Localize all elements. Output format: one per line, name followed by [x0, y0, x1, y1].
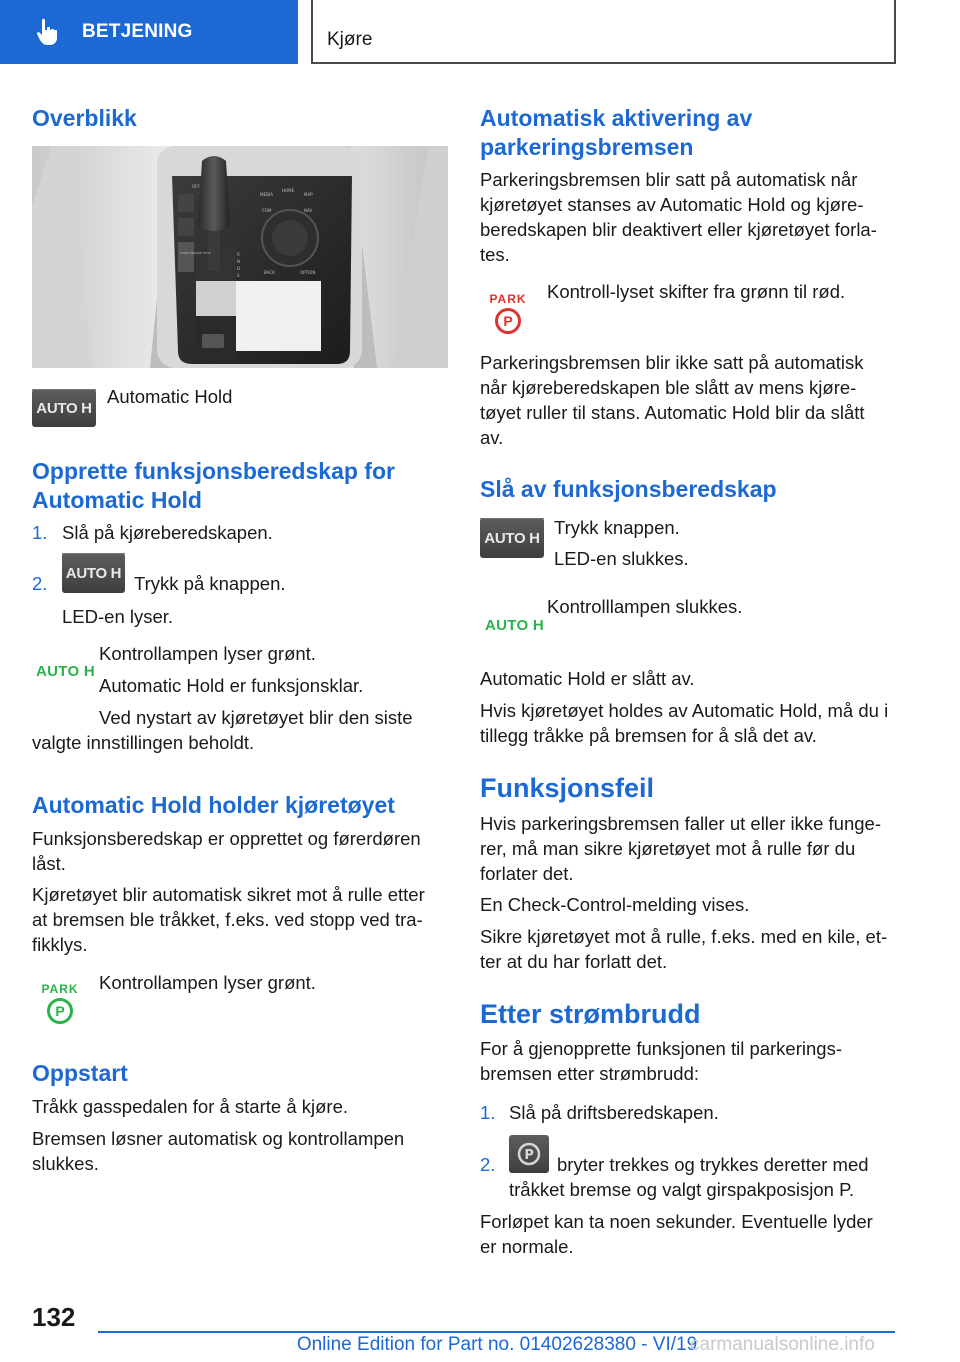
edition-text: Online Edition for Part no. 01402628380 - VI/19	[296, 1334, 698, 1355]
section-tab	[0, 0, 298, 64]
photo-button-home: HOME	[282, 188, 295, 193]
console-photo	[32, 146, 448, 368]
paragraph: Forløpet kan ta noen sekunder. Eventuelle lyder er normale.	[480, 1211, 873, 1257]
auto-h-button-icon: AUTO H	[480, 518, 544, 558]
photo-gear-n: N	[237, 259, 240, 264]
paragraph: Parkeringsbremsen blir satt på automatisk når kjøretøyet stanses av Automatic Hold og kjøre-beredskapen blir deaktivert eller kjøretøyet forla-tes.	[480, 169, 877, 265]
step-text: bryter trekkes og trykkes deretter med tråkket bremse og valgt girspakposisjon P.	[509, 1154, 869, 1200]
step-text: Trykk knappen.	[554, 517, 680, 538]
photo-button-back: BACK	[264, 270, 275, 275]
photo-button-off: OFF	[192, 184, 200, 189]
photo-button-nav: NAV	[304, 208, 313, 213]
auto-h-button-icon: AUTO H	[62, 553, 125, 593]
lamp-text: Ved nystart av kjøretøyet blir den siste	[99, 707, 413, 728]
led-status: LED-en lyser.	[62, 606, 174, 627]
paragraph: Sikre kjøretøyet mot å rulle, f.eks. med en kile, et-ter at du har forlatt det.	[480, 926, 888, 972]
hand-pointer-icon	[36, 18, 62, 46]
step-number: 2.	[32, 573, 48, 594]
auto-h-indicator-icon: AUTO H	[36, 663, 96, 680]
paragraph: Parkeringsbremsen blir ikke satt på automatisk når kjøreberedskapen ble slått av mens kjøre-tøyet ruller til stans. Automatic Hold blir da slått av.	[480, 352, 865, 448]
step-text: Trykk på knappen.	[134, 573, 286, 594]
overview-heading: Overblikk	[32, 105, 137, 131]
paragraph: Hvis kjøretøyet holdes av Automatic Hold, må du i tillegg tråkke på bremsen for å slå det av.	[480, 700, 889, 746]
paragraph: Funksjonsberedskap er opprettet og førerdøren låst.	[32, 828, 421, 874]
paragraph: Automatic Hold er slått av.	[480, 668, 695, 689]
led-status: LED-en slukkes.	[554, 548, 689, 569]
lamp-text: Automatic Hold er funksjonsklar.	[99, 675, 364, 696]
section-heading-enable: Opprette funksjonsberedskap for Automatic Hold	[32, 458, 395, 513]
paragraph: For å gjenopprette funksjonen til parkerings-bremsen etter strømbrudd:	[480, 1038, 842, 1084]
photo-button-com: COM	[262, 208, 272, 213]
photo-button-start-stop: START ENGINE STOP	[180, 251, 211, 255]
section-heading-startup: Oppstart	[32, 1060, 128, 1086]
section-heading-holds: Automatic Hold holder kjøretøyet	[32, 792, 395, 818]
lamp-text: Kontrollampen lyser grønt.	[99, 972, 316, 993]
photo-gear-s: S	[237, 273, 240, 278]
section-heading-auto-park: Automatisk aktivering av parkeringsbremsen	[480, 105, 753, 160]
chapter-label: Kjøre	[327, 29, 373, 50]
photo-gear-d: D	[237, 266, 241, 271]
section-label: BETJENING	[82, 21, 193, 42]
paragraph: Hvis parkeringsbremsen faller ut eller ikke funge-rer, må man sikre kjøretøyet mot å rulle før du forlater det.	[480, 813, 882, 884]
park-green-icon: PARK P	[38, 983, 82, 1024]
photo-button-option: OPTION	[300, 270, 316, 275]
paragraph: En Check-Control-melding vises.	[480, 894, 750, 915]
section-heading-power-failure: Etter strømbrudd	[480, 999, 701, 1029]
step-number: 1.	[32, 522, 48, 543]
step-text: Slå på driftsberedskapen.	[509, 1102, 719, 1123]
paragraph: Bremsen løsner automatisk og kontrollampen slukkes.	[32, 1128, 405, 1174]
photo-gear-r: R	[237, 252, 240, 257]
lamp-text: Kontrolllampen slukkes.	[547, 596, 743, 617]
footer-rule	[98, 1331, 895, 1333]
photo-button-map: MAP	[304, 192, 313, 197]
autohold-label: Automatic Hold	[107, 386, 233, 407]
lamp-text: Kontrollampen lyser grønt.	[99, 643, 316, 664]
step-number: 2.	[480, 1154, 496, 1175]
lamp-text: Kontroll-lyset skifter fra grønn til rød.	[547, 281, 846, 302]
section-heading-disable: Slå av funksjonsberedskap	[480, 476, 777, 502]
photo-button-media: MEDIA	[260, 192, 273, 197]
svg-text:P: P	[524, 1148, 534, 1163]
section-heading-malfunction: Funksjonsfeil	[480, 773, 655, 803]
paragraph: Tråkk gasspedalen for å starte å kjøre.	[32, 1096, 349, 1117]
step-text: Slå på kjøreberedskapen.	[62, 522, 273, 543]
lamp-text: valgte innstillingen beholdt.	[32, 732, 255, 753]
auto-h-button-icon: AUTO H	[32, 389, 96, 427]
chapter-box	[311, 0, 896, 64]
park-red-icon: PARK P	[486, 293, 530, 334]
paragraph: Kjøretøyet blir automatisk sikret mot å rulle etter at bremsen ble tråkket, f.eks. ved stopp ved tra-fikklys.	[32, 884, 425, 955]
page-number: 132	[32, 1302, 76, 1332]
watermark: carmanualsonline.info	[690, 1334, 875, 1355]
step-number: 1.	[480, 1102, 496, 1123]
auto-h-indicator-icon: AUTO H	[485, 617, 545, 634]
